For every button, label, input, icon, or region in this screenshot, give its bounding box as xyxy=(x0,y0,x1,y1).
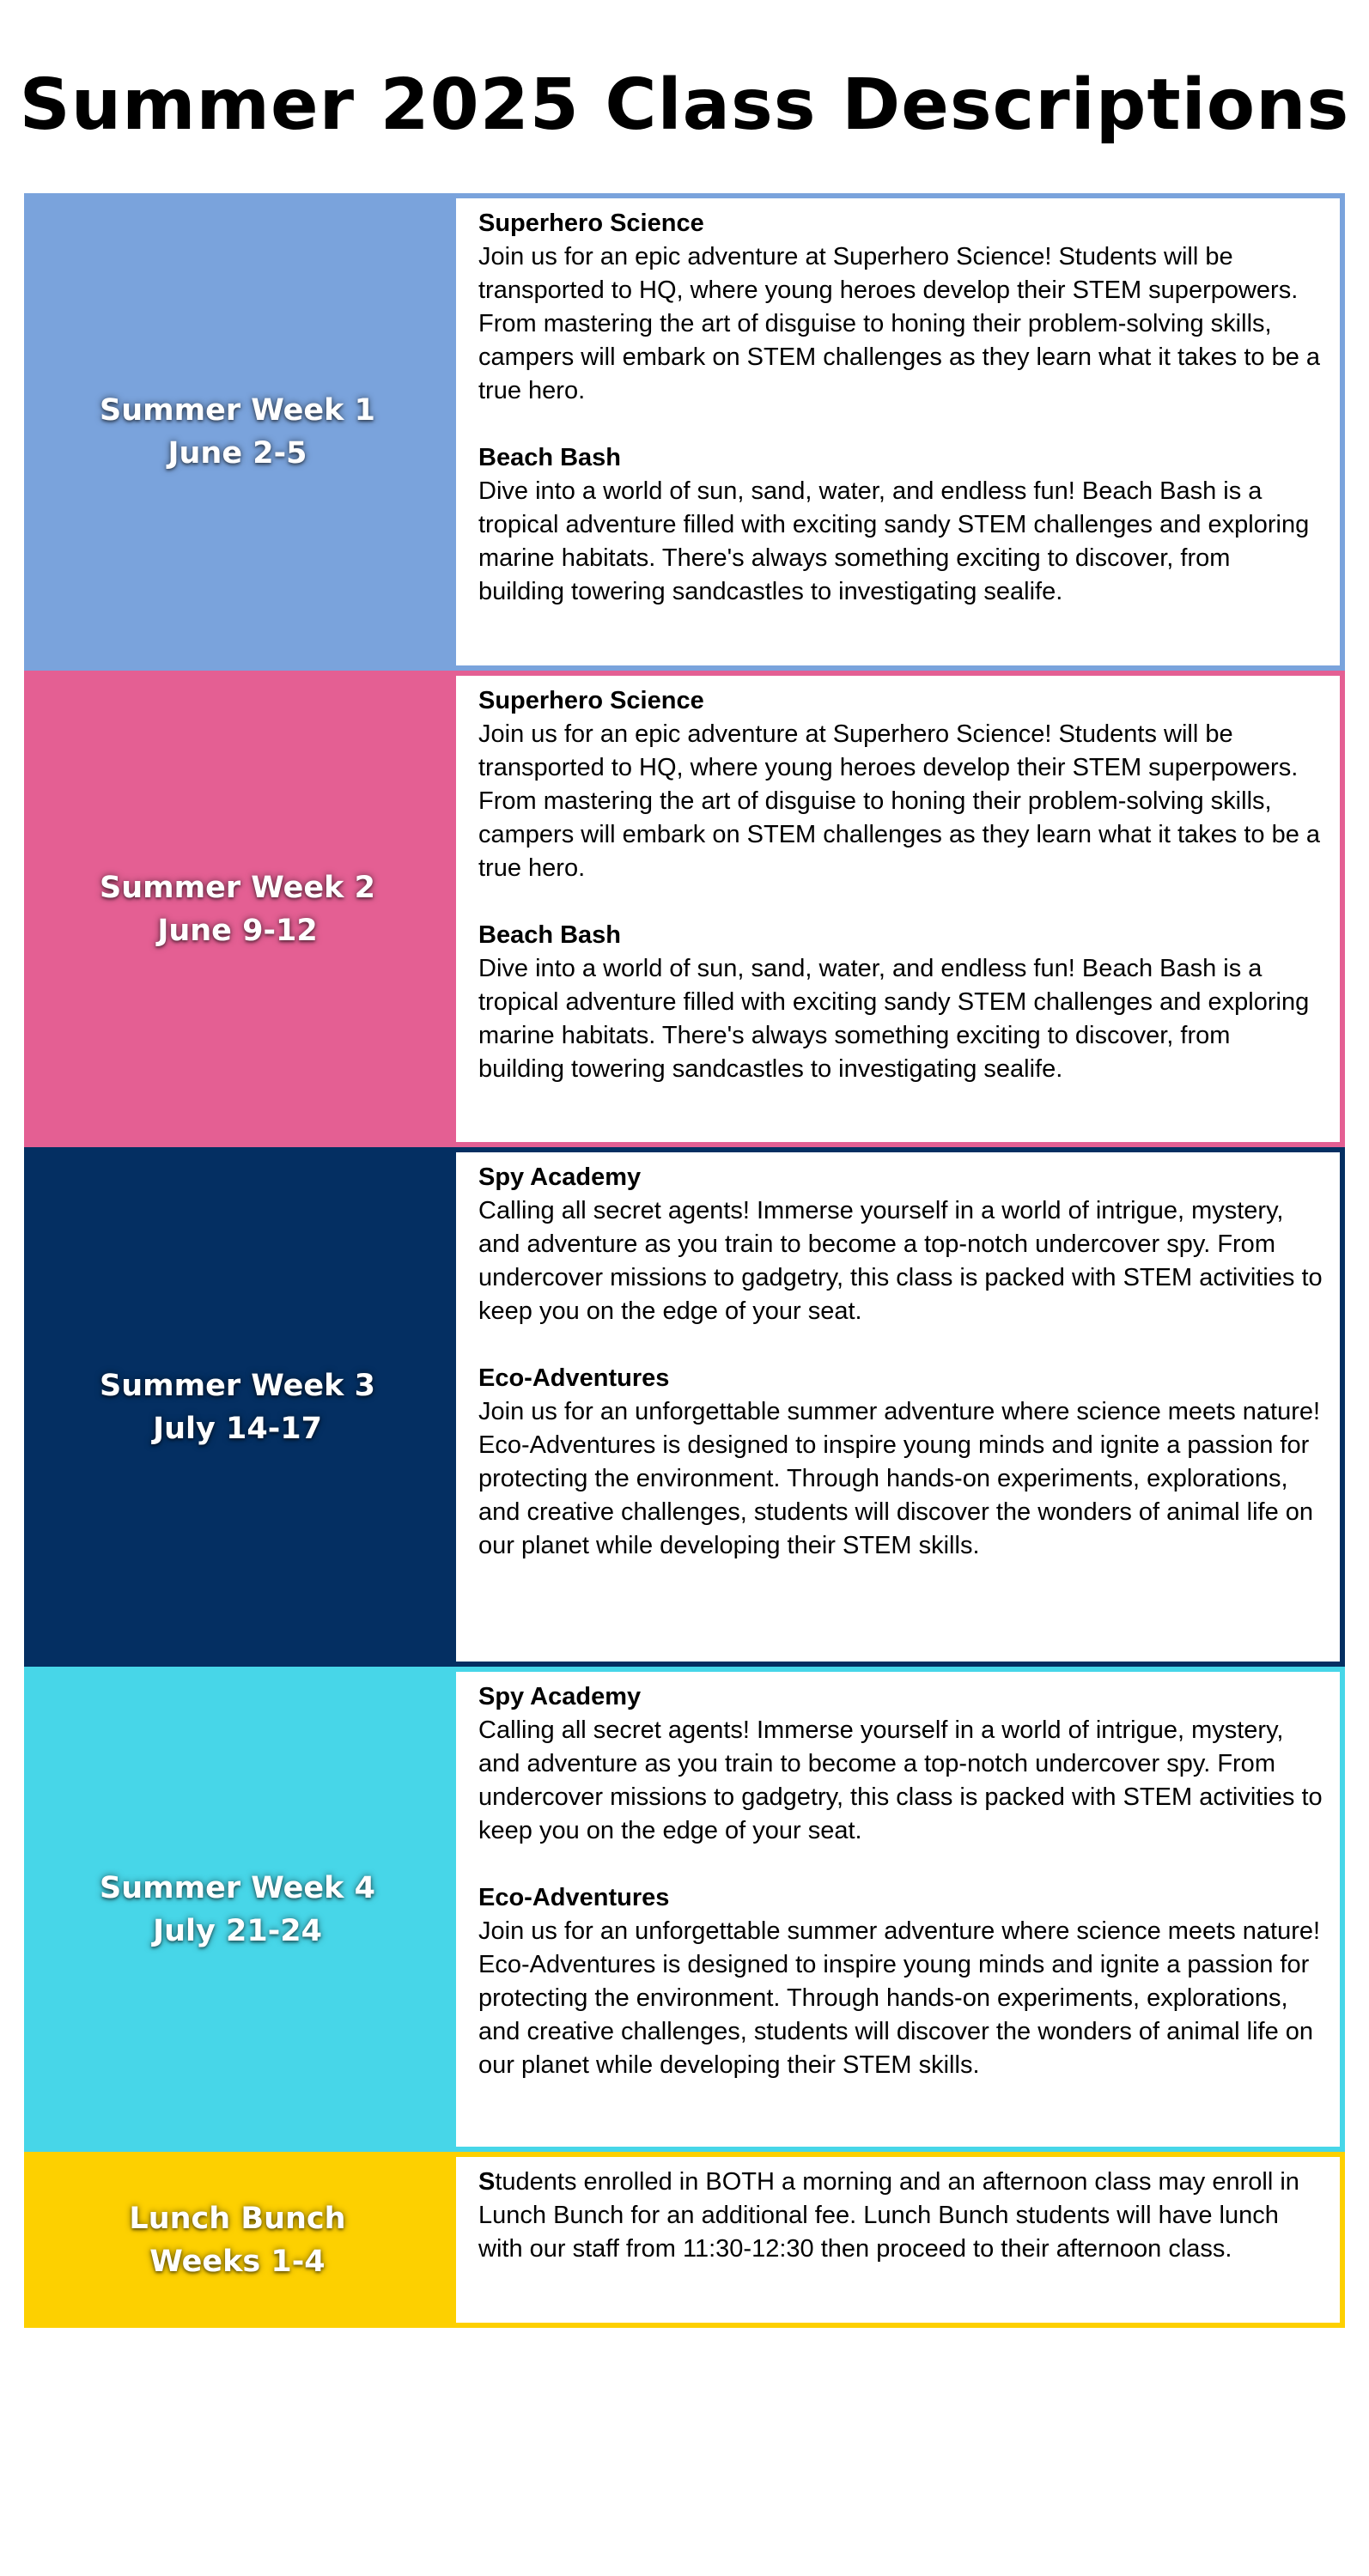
week-row xyxy=(24,671,1345,1147)
week-dates: June 9-12 xyxy=(157,913,318,948)
week-row xyxy=(24,193,1345,671)
lunch-bunch-row xyxy=(24,2152,1345,2328)
class-descriptions xyxy=(456,198,1340,665)
week-dates: June 2-5 xyxy=(167,436,307,471)
note-initial: S xyxy=(478,2168,496,2196)
week-dates: July 21-24 xyxy=(153,1913,322,1948)
week-name: Summer Week 4 xyxy=(100,1870,375,1905)
class-title: Superhero Science xyxy=(478,687,704,714)
class-entry xyxy=(478,684,1323,885)
class-descriptions xyxy=(456,1672,1340,2147)
class-title: Superhero Science xyxy=(478,210,704,237)
lunch-bunch-weeks: Weeks 1-4 xyxy=(149,2244,326,2279)
class-description: Join us for an unforgettable summer adventure where science meets nature! Eco-Adventures is designed to inspire young minds and ignite a passion for protecting the environment. Through hands-on experiments, explorations, and creative challenges, students will discover the wonders of animal life on our planet while developing their STEM skills. xyxy=(478,1917,1321,2079)
week-name: Summer Week 1 xyxy=(100,393,375,428)
week-label xyxy=(24,1147,451,1667)
week-name: Summer Week 2 xyxy=(100,870,375,905)
class-description: Calling all secret agents! Immerse yourself in a world of intrigue, mystery, and adventure as you train to become a top-notch undercover spy. From undercover missions to gadgetry, this class is packed with STEM activities to keep you on the edge of your seat. xyxy=(478,1197,1323,1325)
class-entry xyxy=(478,919,1323,1086)
week-name: Summer Week 3 xyxy=(100,1368,375,1403)
class-title: Spy Academy xyxy=(478,1683,642,1710)
class-description: Join us for an unforgettable summer adventure where science meets nature! Eco-Adventures is designed to inspire young minds and ignite a passion for protecting the environment. Through hands-on experiments, explorations, and creative challenges, students will discover the wonders of animal life on our planet while developing their STEM skills. xyxy=(478,1398,1321,1559)
class-title: Eco-Adventures xyxy=(478,1884,670,1911)
class-title: Eco-Adventures xyxy=(478,1364,670,1392)
class-description: Dive into a world of sun, sand, water, and endless fun! Beach Bash is a tropical adventure filled with exciting sandy STEM challenges and exploring marine habitats. There's always something exciting to discover, from building towering sandcastles to investigating sealife. xyxy=(478,955,1310,1083)
week-row xyxy=(24,1667,1345,2152)
week-label xyxy=(24,671,451,1147)
week-label xyxy=(24,193,451,671)
class-descriptions xyxy=(456,1152,1340,1662)
lunch-bunch-label xyxy=(24,2152,451,2328)
class-description: Calling all secret agents! Immerse yourself in a world of intrigue, mystery, and adventure as you train to become a top-notch undercover spy. From undercover missions to gadgetry, this class is packed with STEM activities to keep you on the edge of your seat. xyxy=(478,1716,1323,1844)
class-title: Spy Academy xyxy=(478,1163,642,1191)
class-description: Dive into a world of sun, sand, water, and endless fun! Beach Bash is a tropical adventure filled with exciting sandy STEM challenges and exploring marine habitats. There's always something exciting to discover, from building towering sandcastles to investigating sealife. xyxy=(478,477,1310,605)
week-label xyxy=(24,1667,451,2152)
week-dates: July 14-17 xyxy=(153,1411,322,1446)
page-title: Summer 2025 Class Descriptions xyxy=(19,64,1350,146)
class-entry xyxy=(478,1362,1323,1563)
week-row xyxy=(24,1147,1345,1667)
class-description: Join us for an epic adventure at Superhero Science! Students will be transported to HQ, where young heroes develop their STEM superpowers. From mastering the art of disguise to honing their problem-solving skills, campers will embark on STEM challenges as they learn what it takes to be a true hero. xyxy=(478,243,1321,404)
class-entry xyxy=(478,1881,1323,2082)
note-text: tudents enrolled in BOTH a morning and an afternoon class may enroll in Lunch Bunch for an additional fee. Lunch Bunch students will have lunch with our staff from 11:30-12:30 then proceed to their afternoon class. xyxy=(478,2168,1299,2263)
class-entry xyxy=(478,1680,1323,1848)
lunch-bunch-name: Lunch Bunch xyxy=(129,2201,346,2236)
class-entry xyxy=(478,1161,1323,1328)
lunch-bunch-note xyxy=(456,2157,1340,2323)
class-entry xyxy=(478,441,1323,609)
class-description: Join us for an epic adventure at Superhero Science! Students will be transported to HQ, where young heroes develop their STEM superpowers. From mastering the art of disguise to honing their problem-solving skills, campers will embark on STEM challenges as they learn what it takes to be a true hero. xyxy=(478,720,1321,882)
class-title: Beach Bash xyxy=(478,444,622,471)
schedule-table xyxy=(24,193,1345,2328)
class-descriptions xyxy=(456,676,1340,1142)
class-title: Beach Bash xyxy=(478,921,622,949)
class-entry xyxy=(478,207,1323,408)
